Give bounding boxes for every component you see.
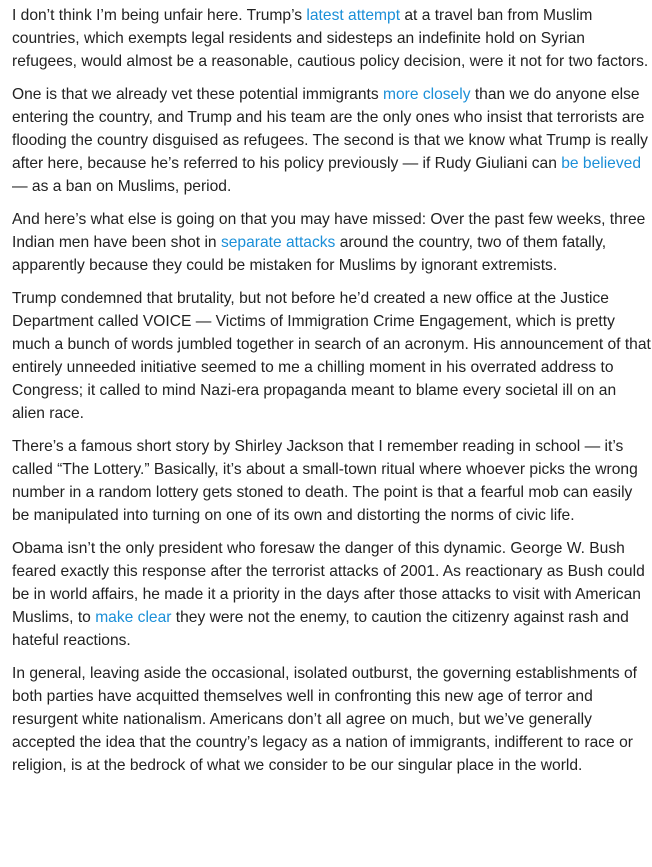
paragraph <box>12 435 652 527</box>
link-latest-attempt[interactable]: latest attempt <box>306 7 401 24</box>
paragraph-text: around the country, two of them fatally, apparently because they could be mistaken for Muslims by ignorant extremists. <box>12 234 607 274</box>
paragraph <box>12 83 652 198</box>
paragraph-text: In general, leaving aside the occasional, isolated outburst, the governing establishments of both parties have acquitted themselves well in confronting this new age of terror and resurgent white nationalism. Americans don’t all agree on much, but we’ve generally accepted the idea that the country’s legacy as a nation of immigrants, indifferent to race or religion, is at the bedrock of what we consider to be our singular place in the world. <box>12 665 638 774</box>
link-make-clear[interactable]: make clear <box>95 609 172 626</box>
paragraph-text: at a travel ban from Muslim countries, which exempts legal residents and sidesteps an indefinite hold on Syrian refugees, would almost be a reasonable, cautious policy decision, were it not for two factors. <box>12 7 649 70</box>
paragraph-text: Trump condemned that brutality, but not before he’d created a new office at the Justice Department called VOICE — Victims of Immigration Crime Engagement, which is pretty much a bunch of words jumbled together in search of an acronym. His announcement of that entirely unneeded initiative seemed to me a chilling moment in his overrated address to Congress; it called to mind Nazi-era propaganda meant to blame every societal ill on an alien race. <box>12 290 651 422</box>
link-more-closely[interactable]: more closely <box>382 86 471 103</box>
paragraph <box>12 4 652 73</box>
paragraph <box>12 208 652 277</box>
paragraph <box>12 537 652 652</box>
link-be-believed[interactable]: be believed <box>561 155 642 172</box>
paragraph <box>12 287 652 425</box>
paragraph-text: — as a ban on Muslims, period. <box>12 178 232 195</box>
paragraph-text: I don’t think I’m being unfair here. Trump’s <box>12 7 307 24</box>
paragraph-text: Obama isn’t the only president who foresaw the danger of this dynamic. George W. Bush feared exactly this response after the terrorist attacks of 2001. As reactionary as Bush could be in world affairs, he made it a priority in the days after those attacks to visit with American Muslims, to <box>12 540 645 626</box>
paragraph-text: One is that we already vet these potential immigrants <box>12 86 383 103</box>
paragraph-text: There’s a famous short story by Shirley Jackson that I remember reading in school — it’s called “The Lottery.” Basically, it’s about a small-town ritual where whoever picks the wrong number in a random lottery gets stoned to death. The point is that a fearful mob can easily be manipulated into turning on one of its own and distorting the norms of civic life. <box>12 438 638 524</box>
paragraph-text: than we do anyone else entering the country, and Trump and his team are the only ones who insist that terrorists are flooding the country disguised as refugees. The second is that we know what Trump is really after here, because he’s referred to his policy previously — if Rudy Giuliani can <box>12 86 648 172</box>
paragraph-text: And here’s what else is going on that you may have missed: Over the past few weeks, three Indian men have been shot in <box>12 211 646 251</box>
paragraph-text: they were not the enemy, to caution the citizenry against rash and hateful reactions. <box>12 609 629 649</box>
paragraph <box>12 662 652 777</box>
link-separate-attacks[interactable]: separate attacks <box>220 234 336 251</box>
